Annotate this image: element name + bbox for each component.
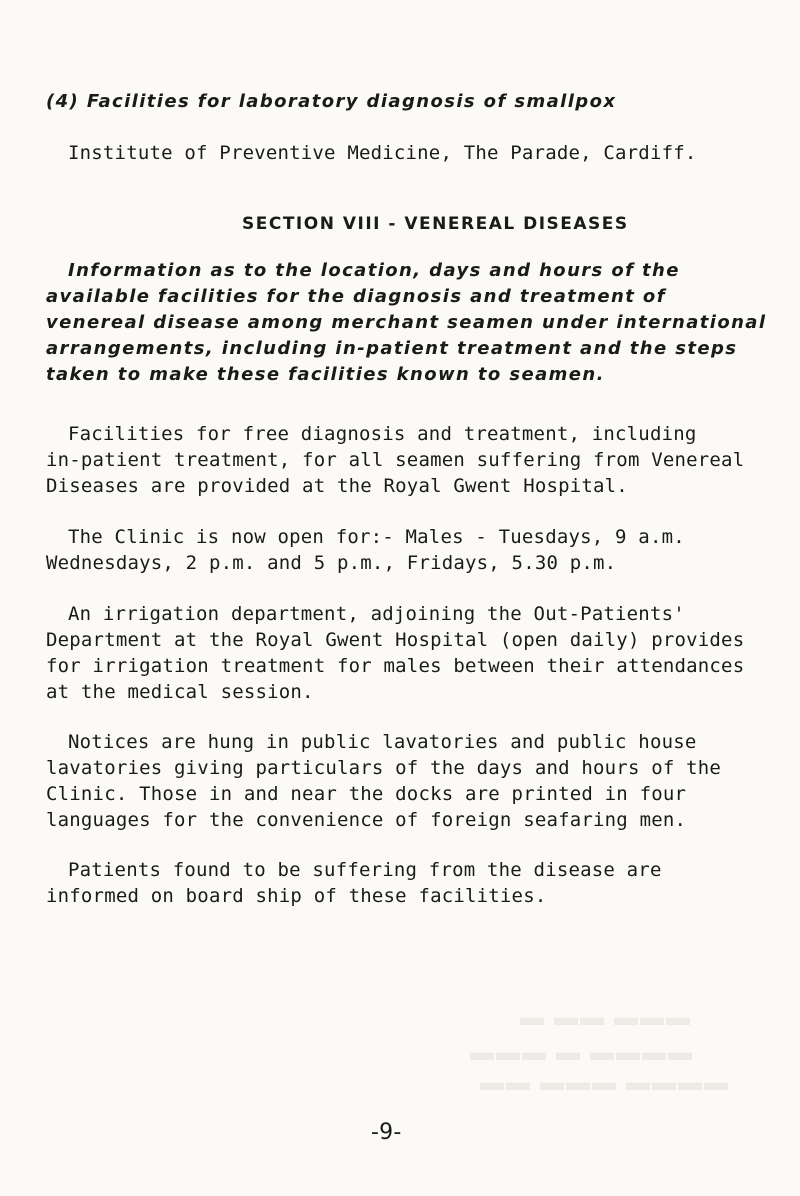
paragraph-line: in-patient treatment, for all seamen suffering from Venereal bbox=[46, 449, 745, 471]
paragraph-line: Notices are hung in public lavatories and public house bbox=[68, 731, 697, 753]
page-number: -9- bbox=[371, 1120, 402, 1145]
paragraph-line: Department at the Royal Gwent Hospital (open daily) provides bbox=[46, 629, 745, 651]
show-through-mark: ▬▬ ▬▬▬ ▬▬▬▬ bbox=[480, 1070, 730, 1096]
intro-line: arrangements, including in-patient treatment and the steps bbox=[46, 338, 738, 359]
institute-address: Institute of Preventive Medicine, The Parade, Cardiff. bbox=[68, 142, 697, 164]
paragraph-line: languages for the convenience of foreign seafaring men. bbox=[46, 809, 687, 831]
intro-line: Information as to the location, days and hours of the bbox=[68, 260, 680, 281]
show-through-mark: ▬ ▬▬ ▬▬▬ bbox=[520, 1005, 692, 1031]
intro-line: available facilities for the diagnosis and treatment of bbox=[46, 286, 666, 307]
subsection-heading: (4) Facilities for laboratory diagnosis of smallpox bbox=[46, 91, 617, 112]
paragraph-line: Wednesdays, 2 p.m. and 5 p.m., Fridays, 5.30 p.m. bbox=[46, 552, 617, 574]
paragraph-line: Diseases are provided at the Royal Gwent Hospital. bbox=[46, 475, 628, 497]
paragraph-line: Patients found to be suffering from the disease are bbox=[68, 859, 662, 881]
intro-line: taken to make these facilities known to seamen. bbox=[46, 364, 605, 385]
section-title: SECTION VIII - VENEREAL DISEASES bbox=[242, 214, 629, 234]
paragraph-line: The Clinic is now open for:- Males - Tuesdays, 9 a.m. bbox=[68, 526, 685, 548]
paragraph-line: Facilities for free diagnosis and treatment, including bbox=[68, 423, 697, 445]
intro-line: venereal disease among merchant seamen under international bbox=[46, 312, 767, 333]
paragraph-line: at the medical session. bbox=[46, 681, 314, 703]
show-through-mark: ▬▬▬ ▬ ▬▬▬▬ bbox=[470, 1040, 694, 1066]
paragraph-line: An irrigation department, adjoining the Out-Patients' bbox=[68, 603, 685, 625]
paragraph-line: lavatories giving particulars of the days and hours of the bbox=[46, 757, 722, 779]
paragraph-line: Clinic. Those in and near the docks are printed in four bbox=[46, 783, 687, 805]
paragraph-line: informed on board ship of these facilities. bbox=[46, 885, 547, 907]
paragraph-line: for irrigation treatment for males between their attendances bbox=[46, 655, 745, 677]
